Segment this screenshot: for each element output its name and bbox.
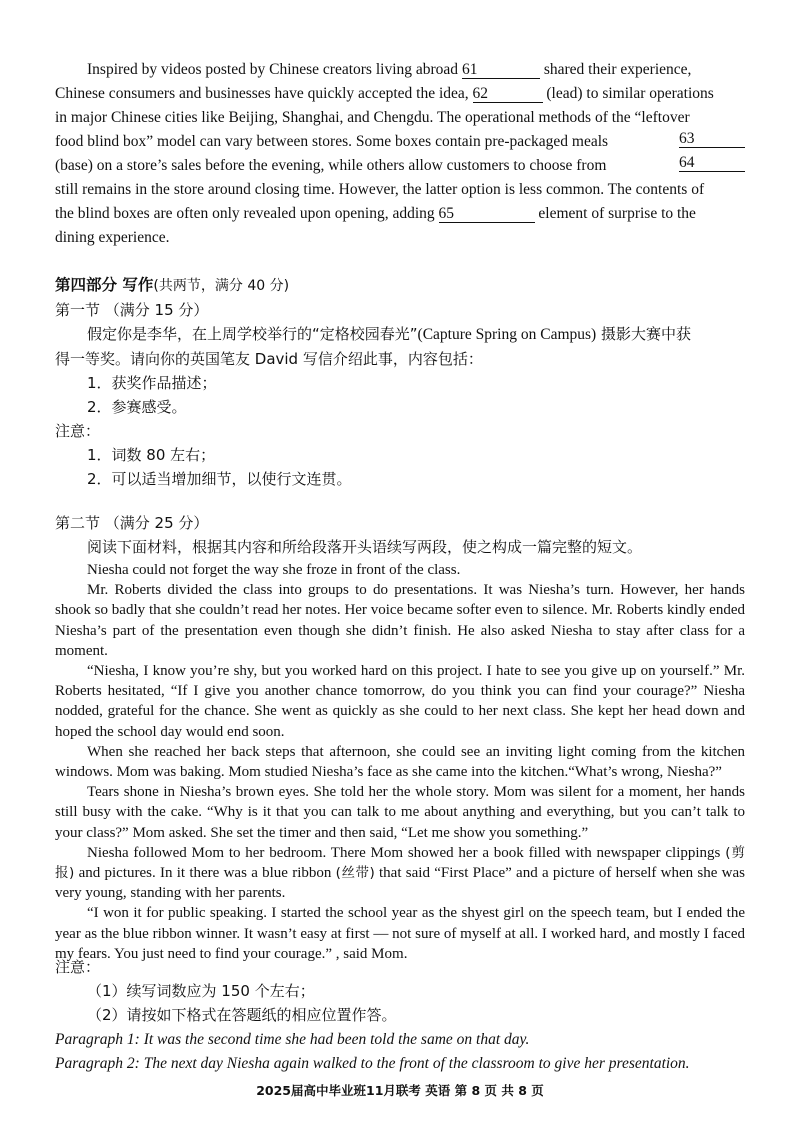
section1-item: 1．获奖作品描述； xyxy=(87,374,217,392)
section1-note: 2．可以适当增加细节，以使行文连贯。 xyxy=(87,470,352,488)
cloze-line: in major Chinese cities like Beijing, Shanghai, and Chengdu. The operational methods of the “leftover xyxy=(55,109,690,126)
cloze-line: Inspired by videos posted by Chinese creators living abroad 61 shared their experience, xyxy=(87,61,692,78)
cloze-line: still remains in the store around closing time. However, the latter option is less common. The contents of xyxy=(55,181,705,198)
section1-note-label: 注意： xyxy=(55,422,101,440)
section2-instruction: 阅读下面材料，根据其内容和所给段落开头语续写两段，使之构成一篇完整的短文。 xyxy=(87,538,643,556)
section1-prompt-cont: 得一等奖。请向你的英国笔友 David 写信介绍此事，内容包括： xyxy=(55,350,483,368)
story-paragraph: Niesha followed Mom to her bedroom. There Mom showed her a book filled with newspaper clippings (剪报) and pictures. In it there was a blue ribbon (丝带) that said “First Place” and a picture of herself when she was very young, standing with her parents. xyxy=(55,844,746,902)
story-paragraph: “I won it for public speaking. I started the school year as the shyest girl on the speech team, but I ended the year as the blue ribbon winner. It wasn’t easy at first — not sure of myself at all. I worked hard, and mostly I faced my fears. You just need to find your courage.” , said Mom. xyxy=(55,905,745,962)
blank-61: 61 xyxy=(462,61,540,79)
section1-heading: 第一节 （满分 15 分） xyxy=(55,301,209,319)
cloze-line: Chinese consumers and businesses have quickly accepted the idea, 62 (lead) to similar operations xyxy=(55,85,714,102)
section2-note: （1）续写词数应为 150 个左右； xyxy=(87,982,315,1000)
story-paragraph: “Niesha, I know you’re shy, but you worked hard on this project. I hate to see you give up on yourself.” Mr. Roberts hesitated, “If I give you another chance tomorrow, do you think you can find your courage?” Niesha nodded, grateful for the chance. She went as quickly as she could to her next class. She kept her head down and hoped the school day would end soon. xyxy=(55,663,745,740)
blank-65: 65 xyxy=(439,205,535,223)
blank-62: 62 xyxy=(473,85,543,103)
blank-63: 63 xyxy=(679,130,745,148)
paragraph1-prompt: Paragraph 1: It was the second time she had been told the same on that day. xyxy=(55,1031,530,1048)
blank-64: 64 xyxy=(679,154,745,172)
section1-prompt: 假定你是李华，在上周学校举行的“定格校园春光”(Capture Spring on Campus) 摄影大赛中获 xyxy=(87,325,691,343)
cloze-line: (base) on a store’s sales before the evening, while others allow customers to choose from 64 xyxy=(55,154,745,178)
cloze-line: dining experience. xyxy=(55,229,170,246)
section1-note: 1．词数 80 左右； xyxy=(87,446,216,464)
section2-note: （2）请按如下格式在答题纸的相应位置作答。 xyxy=(87,1006,397,1024)
paragraph2-prompt: Paragraph 2: The next day Niesha again walked to the front of the classroom to give her presentation. xyxy=(55,1055,690,1072)
section2-heading: 第二节 （满分 25 分） xyxy=(55,514,209,532)
story-paragraph: Mr. Roberts divided the class into groups to do presentations. It was Niesha’s turn. However, her hands shook so badly that she couldn’t read her notes. Her voice became softer even to silence. Mr. Roberts kindly ended Niesha’s part of the presentation even though she didn’t finish. He also asked Niesha to stay after class for a moment. xyxy=(55,582,745,659)
story-text xyxy=(55,560,745,964)
cloze-line: food blind box” model can vary between stores. Some boxes contain pre-packaged meals 63 xyxy=(55,130,745,154)
story-paragraph: Niesha could not forget the way she froze in front of the class. xyxy=(87,562,461,578)
section1-item: 2．参赛感受。 xyxy=(87,398,187,416)
story-paragraph: Tears shone in Niesha’s brown eyes. She told her the whole story. Mom was silent for a moment, her hands still busy with the cake. “Why is it that you can talk to me about anything and everything, but you can’t talk to your class?” Mom asked. She set the timer and then said, “Let me show you something.” xyxy=(55,784,745,841)
part4-title: 第四部分 写作(共两节，满分 40 分) xyxy=(55,276,290,294)
section2-note-label: 注意： xyxy=(55,958,101,976)
story-paragraph: When she reached her back steps that afternoon, she could see an inviting light coming from the kitchen windows. Mom was baking. Mom studied Niesha’s face as she came into the kitchen.“What’s wrong, Niesha?” xyxy=(55,743,745,781)
page-footer: 2025届高中毕业班11月联考 英语 第 8 页 共 8 页 xyxy=(256,1083,544,1098)
cloze-passage xyxy=(55,58,745,250)
section1 xyxy=(55,298,745,491)
cloze-line: the blind boxes are often only revealed upon opening, adding 65 element of surprise to the xyxy=(55,205,696,222)
